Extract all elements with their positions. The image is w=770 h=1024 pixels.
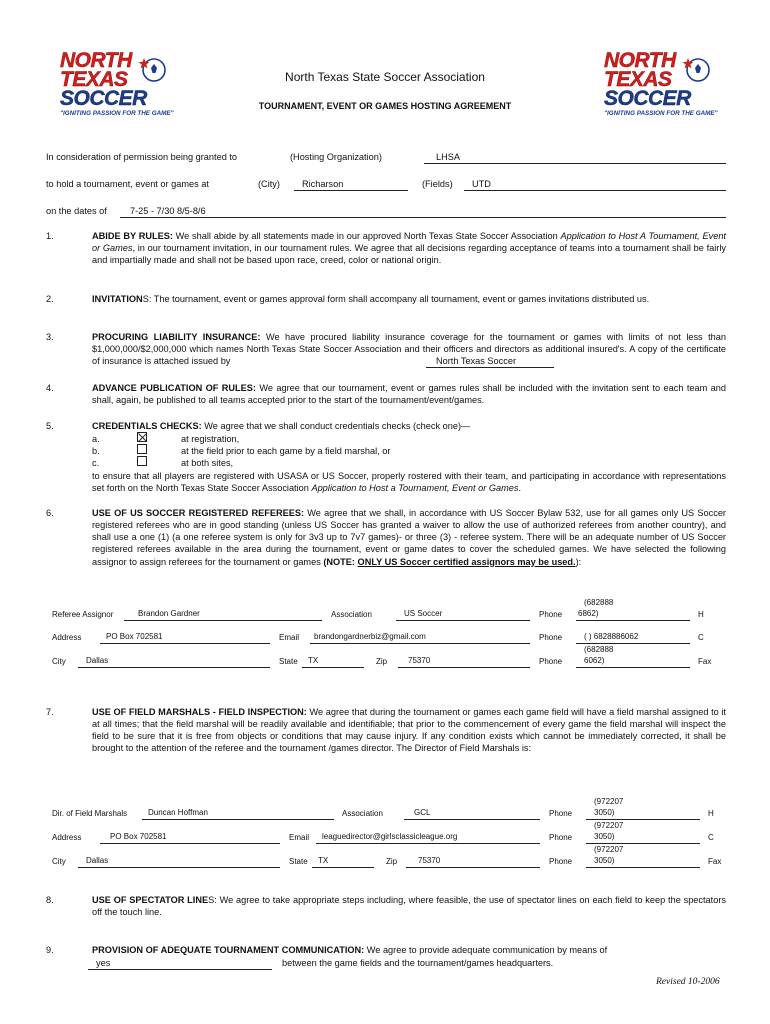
marshal-phone-c-line1: (972207 bbox=[594, 821, 624, 830]
assignor-city-value: Dallas bbox=[86, 656, 109, 665]
option-b-letter: b. bbox=[92, 446, 100, 456]
assignor-zip-value: 75370 bbox=[408, 656, 431, 665]
dates-label: on the dates of bbox=[46, 206, 107, 216]
item-4-advance-publication bbox=[92, 382, 726, 406]
item-3-number: 3. bbox=[46, 332, 54, 342]
assignor-phone-h-line2: 6862) bbox=[578, 609, 599, 618]
item-9-communication bbox=[92, 944, 726, 956]
revised-date: Revised 10-2006 bbox=[656, 977, 720, 987]
communication-means-field[interactable] bbox=[88, 958, 272, 970]
assignor-association-field[interactable] bbox=[396, 609, 530, 621]
item-5-heading: CREDENTIALS CHECKS: bbox=[92, 421, 202, 431]
insurance-issuer-value: North Texas Soccer bbox=[436, 356, 516, 366]
item-6-referees bbox=[92, 507, 726, 568]
item-9-text: We agree to provide adequate communication by means of bbox=[364, 945, 608, 955]
assignor-phone-c-label: Phone bbox=[539, 633, 563, 642]
logo-line-soccer: SOCCER bbox=[60, 87, 147, 110]
marshal-zip-value: 75370 bbox=[418, 856, 441, 865]
city-value: Richarson bbox=[302, 179, 344, 189]
marshal-association-value: GCL bbox=[414, 808, 431, 817]
assignor-name-label: Referee Assignor bbox=[52, 610, 114, 619]
marshal-address-label: Address bbox=[52, 833, 82, 842]
assignor-city-field[interactable] bbox=[78, 656, 270, 668]
logo-tagline: "IGNITING PASSION FOR THE GAME" bbox=[604, 110, 718, 117]
option-a-label: at registration, bbox=[181, 434, 240, 444]
marshal-fax-label: Fax bbox=[708, 857, 722, 866]
assignor-zip-label: Zip bbox=[376, 657, 388, 666]
hosting-org-field[interactable] bbox=[424, 152, 726, 164]
dates-field[interactable] bbox=[120, 206, 726, 218]
hosting-org-value: LHSA bbox=[436, 152, 461, 162]
fields-value: UTD bbox=[472, 179, 491, 189]
assignor-address-value: PO Box 702581 bbox=[106, 632, 163, 641]
item-1-italic: Application to Host A Tournament, Event or Games bbox=[92, 231, 726, 254]
item-6-number: 6. bbox=[46, 508, 54, 518]
marshal-city-value: Dallas bbox=[86, 856, 109, 865]
marshal-zip-field[interactable] bbox=[406, 856, 540, 868]
city-field[interactable] bbox=[294, 179, 408, 191]
dates-value: 7-25 - 7/30 8/5-8/6 bbox=[130, 206, 206, 216]
marshal-state-value: TX bbox=[318, 856, 329, 865]
intro-line2-label: to hold a tournament, event or games at bbox=[46, 179, 209, 189]
marshal-state-field[interactable] bbox=[312, 856, 374, 868]
marshal-city-label: City bbox=[52, 857, 66, 866]
marshal-email-field[interactable] bbox=[316, 832, 540, 844]
assignor-address-label: Address bbox=[52, 633, 82, 642]
assignor-association-label: Association bbox=[331, 610, 372, 619]
logo-line-soccer: SOCCER bbox=[604, 87, 691, 110]
item-5-number: 5. bbox=[46, 421, 54, 431]
option-c-letter: c. bbox=[92, 458, 100, 468]
marshal-phone-c-line2: 3050) bbox=[594, 832, 615, 841]
item-1-heading: ABIDE BY RULES: bbox=[92, 231, 173, 241]
item-5-tail-italic: Application to Host a Tournament, Event or Games bbox=[311, 483, 519, 494]
item-3-liability-insurance bbox=[92, 331, 726, 367]
item-2-heading: INVITATION bbox=[92, 294, 143, 304]
option-b-checkbox[interactable] bbox=[137, 444, 147, 454]
marshal-phone-h-line1: (972207 bbox=[594, 797, 624, 806]
item-6-text: We agree that we shall, in accordance with US Soccer Bylaw 532, use for all games only US Soccer registered referees who are in good standing (unless US Soccer has granted a waiver to allow the use of authorized referees from another country), and shall use a one (1) (a one referee system is only for 3v3 up to 7v7 games)- or three (3) - referee system. There will be an adequate number of US Soccer registered referees available in the area during the tournament, event or game dates to cover the scheduled games. We have selected the following assignor to assign referees for the tournament or games bbox=[92, 508, 726, 567]
assignor-address-field[interactable] bbox=[100, 632, 270, 644]
item-5-tail-a: to ensure that all players are registered with USASA or US Soccer, properly rostered with their team, and participating in accordance with representations set forth on the North Texas State Soccer Association bbox=[92, 471, 726, 494]
assignor-state-value: TX bbox=[308, 656, 319, 665]
item-4-text: We agree that our tournament, event or games rules shall be included with the invitation sent to each team and shall, again, be published to all teams accepted prior to the start of the tournament/event/games. bbox=[92, 383, 726, 406]
item-7-field-marshals bbox=[92, 706, 726, 755]
marshal-phone-fax-line1: (972207 bbox=[594, 845, 624, 854]
marshal-address-value: PO Box 702581 bbox=[110, 832, 167, 841]
option-c-checkbox[interactable] bbox=[137, 456, 147, 466]
fields-field[interactable] bbox=[464, 179, 726, 191]
fields-label: (Fields) bbox=[422, 179, 453, 189]
item-3-heading: PROCURING LIABILITY INSURANCE: bbox=[92, 332, 261, 342]
item-3-text: We have procured liability insurance coverage for the tournament or games with limits of not less than $1,000,000/$2,000,000 which names North Texas State Soccer Association and their officers and directors as additional insured's. A copy of the certificate of insurance is attached issued by bbox=[92, 332, 727, 367]
marshal-email-value: leaguedirector@girlsclassicleague.org bbox=[322, 832, 458, 841]
assignor-city-label: City bbox=[52, 657, 66, 666]
item-6-note-a: (NOTE: bbox=[323, 556, 358, 567]
option-c-label: at both sites, bbox=[181, 458, 234, 468]
item-8-text: S: We agree to take appropriate steps including, where feasible, the use of spectator lines on each field to keep the spectators off the touch line. bbox=[92, 895, 726, 918]
assignor-state-label: State bbox=[279, 657, 298, 666]
item-9-tail: between the game fields and the tournament/games headquarters. bbox=[282, 958, 554, 968]
marshal-phone-fax-field[interactable] bbox=[586, 845, 700, 868]
assignor-email-label: Email bbox=[279, 633, 300, 642]
marshal-phone-fax-label: Phone bbox=[549, 857, 573, 866]
item-1-text-a: We shall abide by all statements made in our approved North Texas State Soccer Association bbox=[172, 231, 561, 241]
assignor-phone-h-line1: (682888 bbox=[584, 598, 614, 607]
assignor-phone-h-label: Phone bbox=[539, 610, 563, 619]
logo-tagline: "IGNITING PASSION FOR THE GAME" bbox=[60, 110, 174, 117]
option-a-checkbox[interactable] bbox=[137, 432, 147, 442]
marshal-phone-h-line2: 3050) bbox=[594, 808, 615, 817]
item-7-heading: USE OF FIELD MARSHALS - FIELD INSPECTION: bbox=[92, 707, 307, 717]
item-1-text-b: , in our tournament invitation, in our tournament rules. We agree that all decisions regarding acceptance of teams into a tournament shall be fairly and impartially made and shall not be based upon race, creed, color or national origin. bbox=[92, 243, 726, 266]
marshal-name-label: Dir. of Field Marshals bbox=[52, 809, 128, 818]
marshal-phone-h-field[interactable] bbox=[586, 797, 700, 820]
item-6-note-underlined: ONLY US Soccer certified assignors may be used. bbox=[357, 556, 576, 567]
marshal-state-label: State bbox=[289, 857, 308, 866]
item-4-heading: ADVANCE PUBLICATION OF RULES: bbox=[92, 383, 256, 393]
marshal-c-label: C bbox=[708, 833, 714, 842]
assignor-name-field[interactable] bbox=[124, 609, 322, 621]
hosting-org-label: (Hosting Organization) bbox=[290, 152, 382, 162]
option-b-label: at the field prior to each game by a field marshal, or bbox=[181, 446, 391, 456]
item-2-text: S: The tournament, event or games approval form shall accompany all tournament, event or games invitations distributed us. bbox=[142, 294, 650, 304]
item-8-number: 8. bbox=[46, 895, 54, 905]
marshal-phone-c-field[interactable] bbox=[586, 821, 700, 844]
assignor-email-field[interactable] bbox=[310, 632, 530, 644]
assignor-phone-fax-line2: 6062) bbox=[584, 656, 605, 665]
item-9-number: 9. bbox=[46, 945, 54, 955]
marshal-phone-c-label: Phone bbox=[549, 833, 573, 842]
marshal-name-field[interactable] bbox=[142, 808, 334, 820]
item-4-number: 4. bbox=[46, 383, 54, 393]
assignor-phone-fax-label: Phone bbox=[539, 657, 563, 666]
logo-line-texas: TEXAS bbox=[604, 68, 672, 91]
marshal-name-value: Duncan Hoffman bbox=[148, 808, 208, 817]
marshal-association-label: Association bbox=[342, 809, 383, 818]
intro-line1-label: In consideration of permission being granted to bbox=[46, 152, 238, 162]
assignor-c-label: C bbox=[698, 633, 704, 642]
logo-line-north: NORTH bbox=[60, 49, 132, 72]
assignor-phone-fax-line1: (682888 bbox=[584, 645, 614, 654]
item-1-number: 1. bbox=[46, 231, 54, 241]
assignor-association-value: US Soccer bbox=[404, 609, 443, 618]
marshal-address-field[interactable] bbox=[100, 832, 280, 844]
marshal-association-field[interactable] bbox=[404, 808, 540, 820]
assignor-zip-field[interactable] bbox=[398, 656, 530, 668]
doc-title: TOURNAMENT, EVENT OR GAMES HOSTING AGREEMENT bbox=[258, 101, 512, 111]
communication-means-value: yes bbox=[96, 958, 111, 968]
item-5-text: We agree that we shall conduct credentials checks (check one)— bbox=[201, 421, 471, 431]
option-a-letter: a. bbox=[92, 434, 100, 444]
insurance-issuer-field[interactable] bbox=[426, 356, 554, 368]
marshal-h-label: H bbox=[708, 809, 714, 818]
item-7-number: 7. bbox=[46, 707, 54, 717]
assignor-state-field[interactable] bbox=[302, 656, 364, 668]
org-title: North Texas State Soccer Association bbox=[285, 70, 485, 84]
item-5-tail bbox=[92, 470, 726, 494]
item-6-note-b: ): bbox=[575, 556, 582, 567]
item-2-number: 2. bbox=[46, 294, 54, 304]
item-9-heading: PROVISION OF ADEQUATE TOURNAMENT COMMUNICATION: bbox=[92, 945, 365, 955]
item-2-invitations bbox=[92, 293, 726, 305]
marshal-phone-fax-line2: 3050) bbox=[594, 856, 615, 865]
assignor-email-value: brandongardnerbiz@gmail.com bbox=[314, 632, 426, 641]
item-8-spectator-lines bbox=[92, 894, 726, 918]
assignor-phone-c-field[interactable] bbox=[576, 632, 690, 644]
item-6-heading: USE OF US SOCCER REGISTERED REFEREES: bbox=[92, 508, 305, 518]
item-7-text: We agree that during the tournament or games each game field will have a field marshal assigned to it at all times; that the field marshal will be readily available and identifiable; that prior to the commencement of every game the field marshal will inspect the field to be sure that it is free from objects or conditions that may cause injury. If any condition exists which cannot be immediately corrected, it shall be brought to the attention of the referee and the tournament /games director. The Director of Field Marshals is: bbox=[92, 707, 726, 754]
logo-line-north: NORTH bbox=[604, 49, 676, 72]
city-label: (City) bbox=[258, 179, 280, 189]
marshal-phone-h-label: Phone bbox=[549, 809, 573, 818]
item-1-abide-by-rules bbox=[92, 230, 726, 266]
assignor-phone-fax-field[interactable] bbox=[576, 645, 690, 668]
marshal-city-field[interactable] bbox=[78, 856, 280, 868]
assignor-h-label: H bbox=[698, 610, 704, 619]
marshal-zip-label: Zip bbox=[386, 857, 398, 866]
marshal-email-label: Email bbox=[289, 833, 310, 842]
assignor-phone-h-field[interactable] bbox=[576, 598, 690, 621]
assignor-name-value: Brandon Gardner bbox=[138, 609, 200, 618]
item-8-heading: USE OF SPECTATOR LINE bbox=[92, 895, 209, 905]
item-5-tail-b: . bbox=[518, 483, 521, 494]
item-5-credentials-checks bbox=[92, 420, 726, 432]
logo-line-texas: TEXAS bbox=[60, 68, 128, 91]
assignor-phone-c-value: ( ) 6828886062 bbox=[584, 632, 639, 641]
assignor-fax-label: Fax bbox=[698, 657, 712, 666]
